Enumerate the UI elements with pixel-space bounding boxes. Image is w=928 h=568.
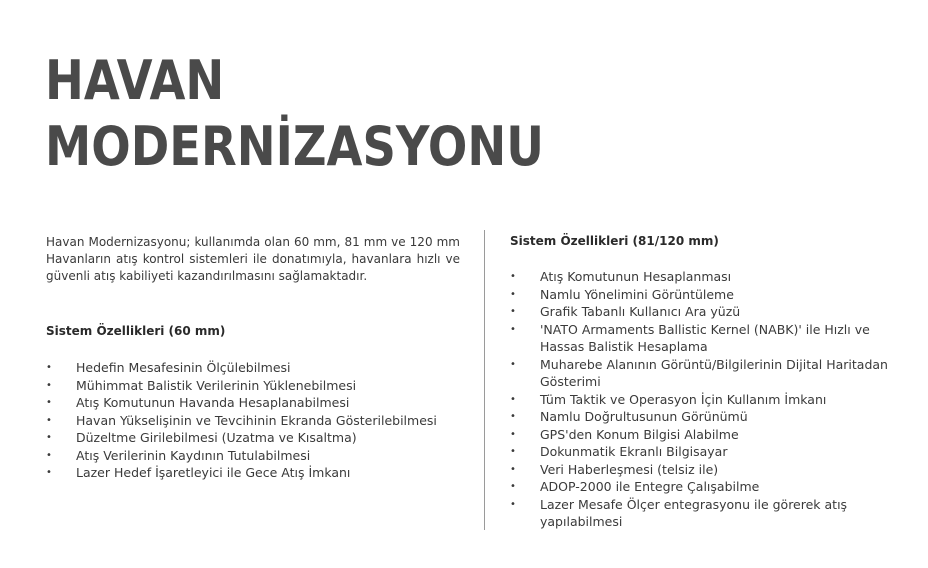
list-item-text: Veri Haberleşmesi (telsiz ile): [540, 461, 719, 477]
left-column: [46, 234, 460, 482]
bullet-icon: •: [46, 362, 52, 373]
bullet-icon: •: [46, 379, 52, 391]
list-item: [510, 461, 910, 479]
list-item-text: Dokunmatik Ekranlı Bilgisayar: [540, 444, 728, 459]
list-item-text: Hedefin Mesafesinin Ölçülebilmesi: [76, 360, 291, 375]
list-item: [510, 478, 910, 496]
bullet-icon: •: [510, 481, 516, 492]
bullet-icon: •: [510, 411, 516, 422]
list-item-text: Mühimmat Balistik Verilerinin Yüklenebilmesi: [76, 377, 357, 393]
title-line-1: HAVAN: [45, 49, 225, 112]
list-item-text: Grafik Tabanlı Kullanıcı Ara yüzü: [540, 304, 741, 319]
list-item: [510, 443, 910, 461]
list-item: [510, 356, 910, 391]
bullet-icon: •: [510, 288, 516, 300]
spec-list-60mm: [46, 359, 460, 482]
list-item-text: Havan Yükselişinin ve Tevcihinin Ekranda Gösterilebilmesi: [76, 412, 437, 428]
list-item-text: Düzeltme Girilebilmesi (Uzatma ve Kısaltma): [76, 430, 357, 445]
bullet-icon: •: [510, 271, 516, 282]
title-line-2: MODERNİZASYONU: [45, 115, 544, 178]
bullet-icon: •: [46, 449, 52, 461]
section-heading-60mm: Sistem Özellikleri (60 mm): [46, 324, 226, 338]
list-item: [46, 412, 460, 430]
bullet-icon: •: [510, 446, 516, 457]
bullet-icon: •: [510, 358, 516, 370]
list-item-text: ADOP-2000 ile Entegre Çalışabilme: [540, 479, 760, 494]
list-item: [46, 394, 460, 412]
list-item-text: 'NATO Armaments Ballistic Kernel (NABK)' ile Hızlı ve Hassas Balistik Hesaplama: [540, 321, 870, 354]
bullet-icon: •: [46, 414, 52, 426]
bullet-icon: •: [510, 463, 516, 475]
spec-list-81-120mm: [510, 268, 910, 531]
list-item-text: Namlu Yönelimini Görüntüleme: [540, 286, 734, 302]
column-divider: [484, 230, 485, 530]
bullet-icon: •: [510, 498, 516, 510]
list-item-text: Lazer Hedef İşaretleyici ile Gece Atış İmkanı: [76, 465, 351, 480]
intro-paragraph: Havan Modernizasyonu; kullanımda olan 60 mm, 81 mm ve 120 mm Havanların atış kontrol sistemleri ile donatımıyla, havanlara hızlı ve güvenli atış kabiliyeti kazandırılmasını sağlamaktadır.: [46, 235, 460, 283]
list-item: [46, 464, 460, 482]
bullet-icon: •: [46, 467, 52, 478]
list-item-text: Tüm Taktik ve Operasyon İçin Kullanım İmkanı: [540, 391, 827, 407]
bullet-icon: •: [510, 306, 516, 317]
list-item-text: Atış Komutunun Havanda Hesaplanabilmesi: [76, 395, 350, 410]
list-item-text: Muharebe Alanının Görüntü/Bilgilerinin Dijital Haritadan Gösterimi: [540, 356, 888, 389]
list-item: [46, 447, 460, 465]
bullet-icon: •: [46, 432, 52, 443]
list-item: [510, 496, 910, 531]
page-title: [45, 48, 544, 180]
list-item: [510, 408, 910, 426]
right-column: [510, 233, 910, 531]
list-item: [46, 429, 460, 447]
list-item-text: Atış Verilerinin Kaydının Tutulabilmesi: [76, 447, 311, 463]
bullet-icon: •: [510, 428, 516, 440]
bullet-icon: •: [510, 323, 516, 335]
bullet-icon: •: [510, 393, 516, 405]
list-item: [510, 321, 910, 356]
list-item-text: GPS'den Konum Bilgisi Alabilme: [540, 426, 739, 442]
list-item: [46, 359, 460, 377]
list-item-text: Atış Komutunun Hesaplanması: [540, 269, 732, 284]
list-item: [510, 303, 910, 321]
list-item: [510, 391, 910, 409]
list-item: [46, 377, 460, 395]
list-item: [510, 268, 910, 286]
section-heading-81-120mm: Sistem Özellikleri (81/120 mm): [510, 234, 719, 248]
list-item-text: Lazer Mesafe Ölçer entegrasyonu ile görerek atış yapılabilmesi: [540, 496, 848, 529]
list-item-text: Namlu Doğrultusunun Görünümü: [540, 409, 748, 424]
list-item: [510, 286, 910, 304]
list-item: [510, 426, 910, 444]
bullet-icon: •: [46, 397, 52, 408]
